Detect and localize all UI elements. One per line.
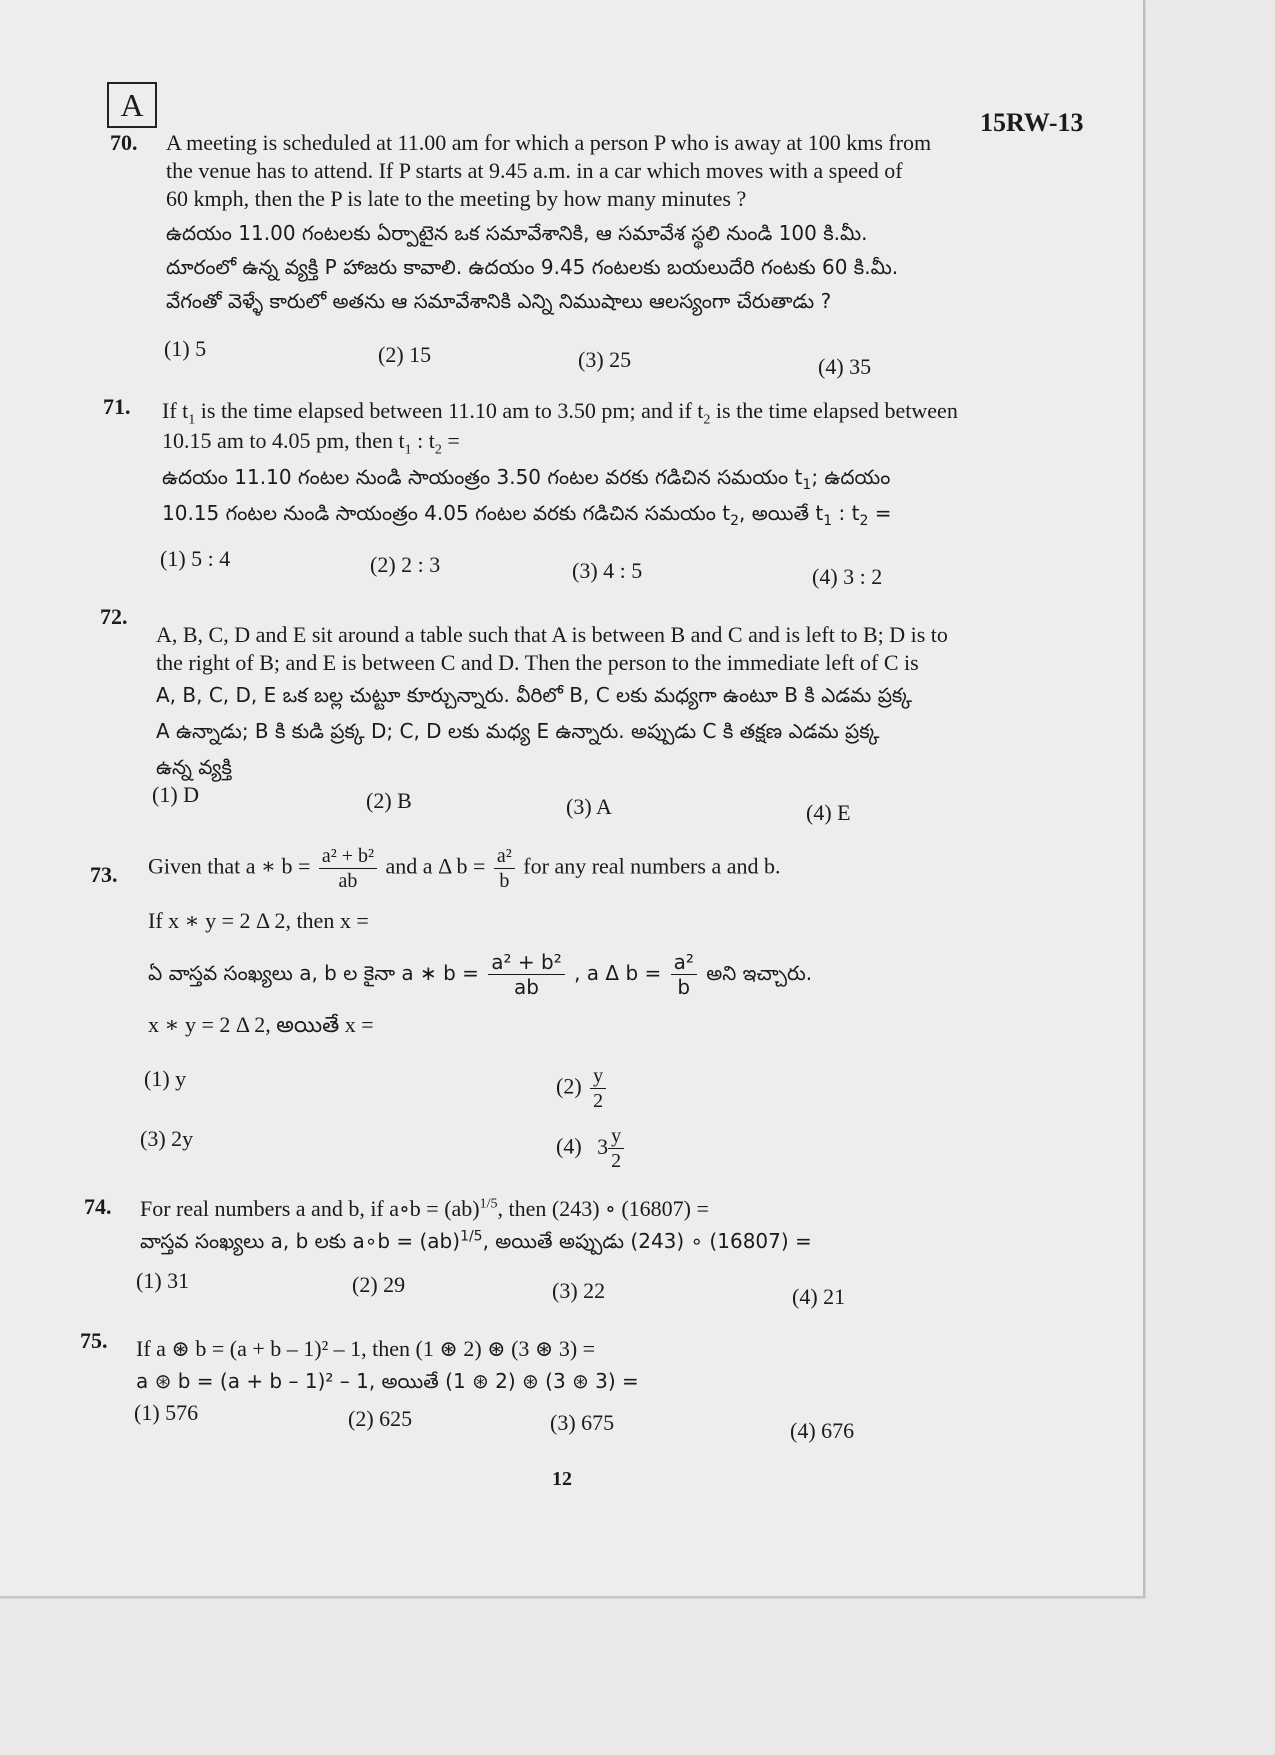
option-label: (2) — [556, 1073, 582, 1099]
question-text-telugu: 10.15 గంటల నుండి సాయంత్రం 4.05 గంటల వరకు గడిచిన సమయం t — [162, 501, 731, 525]
fraction-numerator: a² + b² — [488, 950, 564, 975]
fraction-denominator: ab — [514, 975, 539, 999]
question-text-telugu: ; ఉదయం — [811, 465, 891, 489]
question-text: 60 kmph, then the P is late to the meeting by how many minutes ? — [166, 186, 747, 211]
question-text-telugu: వాస్తవ సంఖ్యలు a, b లకు a∘b = (ab) — [140, 1229, 461, 1253]
question-number: 72. — [100, 604, 128, 629]
paper-code: 15RW-13 — [980, 108, 1084, 137]
option-2[interactable]: (2) 29 — [352, 1272, 406, 1297]
fraction-a2-over-b — [494, 844, 515, 893]
fraction-denominator: b — [499, 870, 510, 892]
question-text-telugu: A ఉన్నాడు; B కి కుడి ప్రక్క D; C, D లకు మధ్య E ఉన్నారు. అప్పుడు C కి తక్షణ ఎడమ ప్రక్క — [156, 719, 880, 743]
fraction-numerator: a² + b² — [319, 844, 377, 869]
fraction-denominator: b — [677, 975, 691, 999]
question-text: If x ∗ y = 2 Δ 2, then x = — [148, 908, 369, 933]
fraction-y-over-2 — [590, 1064, 606, 1113]
question-text-telugu: దూరంలో ఉన్న వ్యక్తి P హాజరు కావాలి. ఉదయం 9.45 గంటలకు బయలుదేరి గంటకు 60 కి.మీ. — [166, 255, 899, 279]
question-text-telugu: A, B, C, D, E ఒక బల్ల చుట్టూ కూర్చున్నారు. వీరిలో B, C లకు మధ్యగా ఉంటూ B కి ఎడమ ప్రక్క — [156, 683, 913, 707]
question-text-telugu: , a Δ b = — [574, 961, 662, 985]
option-1[interactable]: (1) 31 — [136, 1268, 190, 1293]
question-text: = — [441, 428, 460, 453]
question-text: A, B, C, D and E sit around a table such that A is between B and C and is left to B; D is to — [156, 622, 948, 647]
subscript: 2 — [859, 513, 869, 529]
option-2[interactable]: (2) B — [366, 788, 412, 813]
option-3[interactable]: (3) 25 — [578, 347, 632, 372]
subscript: 1 — [404, 442, 412, 458]
question-number: 74. — [84, 1194, 112, 1219]
question-text: , then (243) ∘ (16807) = — [497, 1196, 709, 1221]
question-text: is the time elapsed between — [710, 398, 958, 423]
question-text: : t — [411, 428, 435, 453]
subscript: 1 — [802, 477, 812, 493]
question-text-telugu: వేగంతో వెళ్ళే కారులో అతను ఆ సమావేశానికి ఎన్ని నిముషాలు ఆలస్యంగా చేరుతాడు ? — [166, 289, 832, 313]
question-text: If t — [162, 398, 189, 423]
option-3[interactable]: (3) A — [566, 794, 612, 819]
question-text-telugu: = — [868, 501, 892, 525]
fraction-numerator: a² — [494, 844, 515, 869]
question-text: If a ⊛ b = (a + b – 1)² – 1, then (1 ⊛ 2) ⊛ (3 ⊛ 3) = — [136, 1336, 596, 1361]
option-1[interactable]: (1) y — [144, 1066, 187, 1091]
option-2[interactable]: (2) 625 — [348, 1406, 413, 1431]
option-2[interactable] — [556, 1064, 609, 1113]
option-1[interactable]: (1) 576 — [134, 1400, 199, 1425]
question-text: x ∗ y = 2 Δ 2, అయితే x = — [148, 1012, 374, 1037]
question-text: for any real numbers a and b. — [523, 853, 781, 879]
option-1[interactable]: (1) 5 : 4 — [160, 546, 231, 571]
set-label-box: A — [107, 82, 157, 128]
question-text-telugu: , అయితే t — [739, 501, 824, 525]
fraction-numerator: a² — [671, 950, 697, 975]
question-text: 10.15 am to 4.05 pm, then t — [162, 428, 405, 453]
page-number: 12 — [552, 1468, 572, 1490]
question-text: the venue has to attend. If P starts at 9.45 a.m. in a car which moves with a speed of — [166, 158, 903, 183]
question-number: 75. — [80, 1328, 108, 1353]
question-number: 71. — [103, 394, 131, 419]
question-text: and a Δ b = — [385, 853, 486, 879]
question-text: For real numbers a and b, if a∘b = (ab) — [140, 1196, 480, 1221]
question-text-telugu: , అయితే అప్పుడు (243) ∘ (16807) = — [482, 1229, 812, 1253]
question-text: the right of B; and E is between C and D. Then the person to the immediate left of C is — [156, 650, 919, 675]
question-text-telugu: a ⊛ b = (a + b – 1)² – 1, అయితే (1 ⊛ 2) ⊛ (3 ⊛ 3) = — [136, 1369, 639, 1393]
option-3[interactable]: (3) 675 — [550, 1410, 615, 1435]
option-4[interactable]: (4) 3 : 2 — [812, 564, 883, 589]
fraction-a2b2-over-ab — [319, 844, 377, 893]
question-text-telugu: : t — [832, 501, 860, 525]
option-4[interactable]: (4) 35 — [818, 354, 872, 379]
fraction-a2b2-over-ab — [488, 950, 564, 999]
fraction-a2-over-b — [671, 950, 697, 999]
option-4[interactable] — [556, 1124, 627, 1173]
subscript: 2 — [730, 513, 740, 529]
subscript: 2 — [703, 412, 711, 428]
question-text-telugu: ఉదయం 11.10 గంటల నుండి సాయంత్రం 3.50 గంటల వరకు గడిచిన సమయం t — [162, 465, 803, 489]
option-2[interactable]: (2) 15 — [378, 342, 432, 367]
question-number: 73. — [90, 862, 118, 887]
exponent: 1/5 — [460, 1228, 483, 1245]
fraction-denominator: 2 — [593, 1090, 604, 1112]
question-text-telugu: ఉదయం 11.00 గంటలకు ఏర్పాటైన ఒక సమావేశానికి, ఆ సమావేశ స్థలి నుండి 100 కి.మీ. — [166, 221, 868, 245]
fraction-y-over-2 — [608, 1124, 624, 1173]
question-text: is the time elapsed between 11.10 am to 3.50 pm; and if t — [195, 398, 704, 423]
option-3[interactable]: (3) 2y — [140, 1126, 194, 1151]
question-text-telugu: అని ఇచ్చారు. — [706, 961, 813, 985]
question-text-telugu: ఏ వాస్తవ సంఖ్యలు a, b ల కైనా a ∗ b = — [148, 961, 479, 985]
option-4[interactable]: (4) 676 — [790, 1418, 855, 1443]
fraction-denominator: ab — [338, 870, 358, 892]
subscript: 2 — [434, 442, 442, 458]
question-text-telugu: ఉన్న వ్యక్తి — [156, 755, 232, 779]
question-number: 70. — [110, 130, 138, 155]
subscript: 1 — [188, 412, 196, 428]
fraction-numerator: y — [608, 1124, 624, 1149]
option-4[interactable]: (4) E — [806, 800, 851, 825]
option-4[interactable]: (4) 21 — [792, 1284, 846, 1309]
option-2[interactable]: (2) 2 : 3 — [370, 552, 441, 577]
option-1[interactable]: (1) D — [152, 782, 200, 807]
fraction-numerator: y — [590, 1064, 606, 1089]
mixed-number-whole: 3 — [597, 1133, 609, 1159]
option-3[interactable]: (3) 4 : 5 — [572, 558, 643, 583]
option-3[interactable]: (3) 22 — [552, 1278, 606, 1303]
question-text: A meeting is scheduled at 11.00 am for which a person P who is away at 100 kms from — [166, 130, 932, 155]
exponent: 1/5 — [479, 1196, 498, 1212]
option-1[interactable]: (1) 5 — [164, 336, 207, 361]
question-text: Given that a ∗ b = — [148, 853, 311, 879]
option-label: (4) — [556, 1133, 582, 1159]
fraction-denominator: 2 — [611, 1150, 622, 1172]
subscript: 1 — [823, 513, 833, 529]
